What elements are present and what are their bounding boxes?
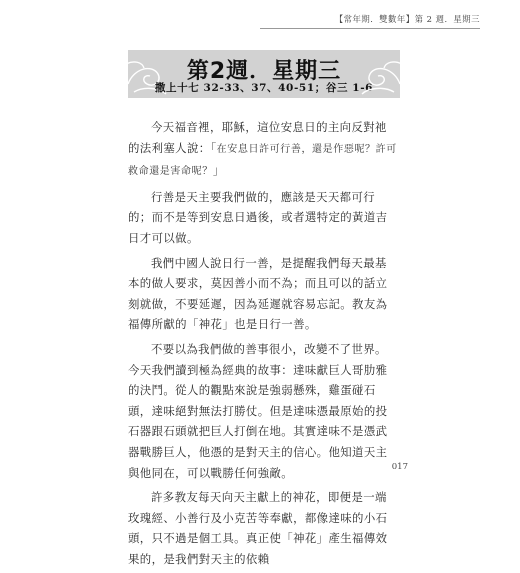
paragraph-tail: 」 xyxy=(212,163,225,178)
title-banner xyxy=(128,50,400,98)
paragraph xyxy=(128,117,398,183)
paragraph-lead: 今天福音裡，耶穌，這位安息日的主向反對祂的法利塞人說：「 xyxy=(128,120,387,155)
gospel-quote: 在安息日許可行善，還是作惡呢？許可救命還是害命呢？ xyxy=(128,143,397,178)
paragraph: 許多教友每天向天主獻上的神花，即便是一端玫瑰經、小善行及小克苦等奉獻，都像達味的小石頭，只不過是個工具。真正使「神花」產生福傳效果的，是我們對天主的依賴 xyxy=(128,490,388,566)
body-text xyxy=(128,117,398,573)
scripture-reference: 撒上十七 32-33、37、40-51；谷三 1-6 xyxy=(154,82,374,94)
page-title: 第2週．星期三 xyxy=(186,59,342,84)
paragraph: 不要以為我們做的善事很小，改變不了世界。今天我們讀到極為經典的故事：達味獻巨人哥肋雅的決鬥。從人的觀點來說是強弱懸殊，雞蛋碰石頭，達味絕對無法打勝仗。但是達味憑最原始的投石器跟石頭就把巨人打倒在地。其實達味不是憑武器戰勝巨人，他憑的是對天主的信心。他知道天主與他同在，可以戰勝任何強敵。 xyxy=(128,341,388,480)
paragraph: 我們中國人說日行一善，是提醒我們每天最基本的做人要求，莫因善小而不為；而且可以的話立刻就做，不要延遲，因為延遲就容易忘記。教友為福傳所獻的「神花」也是日行一善。 xyxy=(128,255,388,332)
gospel-reference: 谷三 1-6 xyxy=(325,82,374,94)
paragraph: 行善是天主要我們做的，應該是天天都可行的；而不是等到安息日過後，或者選特定的黃道吉日才可以做。 xyxy=(128,189,388,245)
swirl-ornament-right-icon xyxy=(358,50,404,98)
page-number: 017 xyxy=(391,462,408,472)
running-header: 【常年期．雙數年】第 2 週．星期三 xyxy=(260,13,480,29)
